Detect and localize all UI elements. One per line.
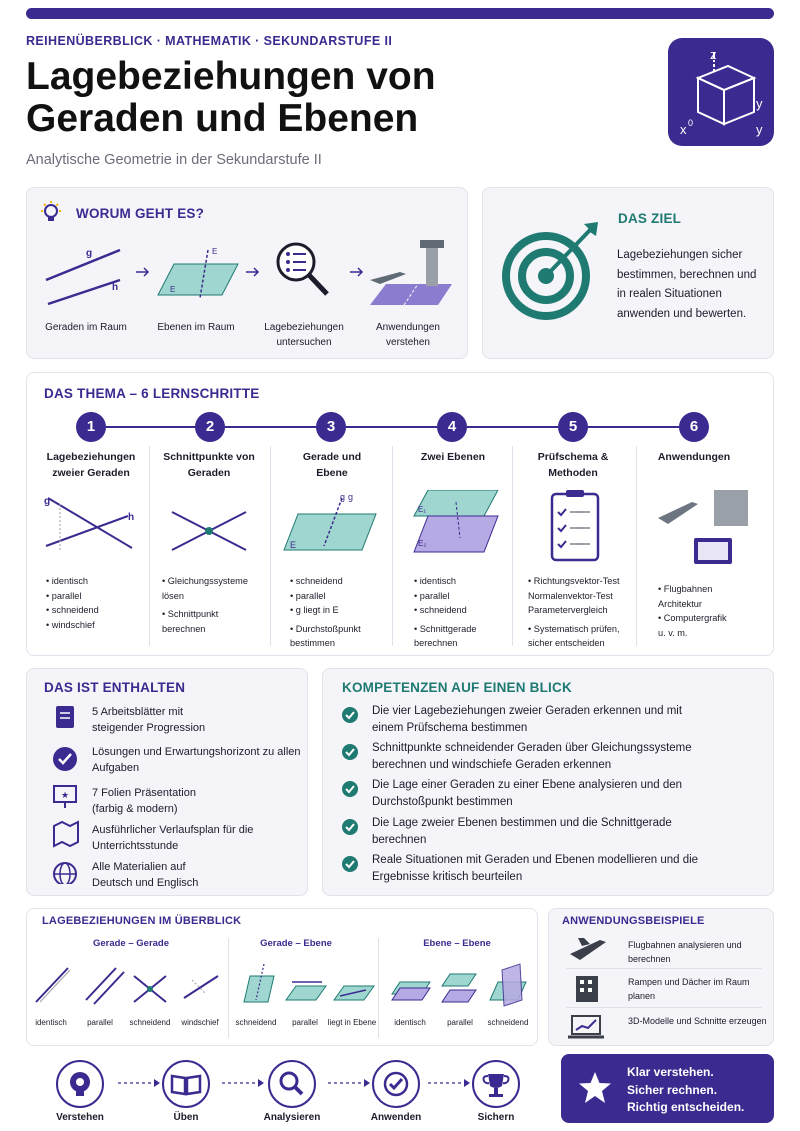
page-subtitle: Analytische Geometrie in der Sekundarstufe II: [26, 152, 322, 168]
cube-axes-logo: [668, 38, 774, 146]
svg-text:h: h: [128, 512, 135, 523]
svg-text:y: y: [756, 122, 763, 137]
line-g: [46, 250, 120, 280]
book-icon: [164, 1062, 208, 1106]
enthalten-item-3: 7 Folien Präsentation (farbig & modern): [92, 787, 196, 815]
flow-label-4: Anwenden: [370, 1112, 422, 1123]
step-number-2: 2: [195, 412, 225, 442]
overview-label: schneidend: [235, 1018, 277, 1027]
arrow-icon: [350, 268, 362, 276]
step-head-3: Gerade und Ebene: [302, 451, 362, 479]
enthalten-item-2: Lösungen und Erwartungshorizont zu allen Aufgaben: [92, 746, 301, 774]
map-icon: [54, 822, 78, 846]
divider: [566, 968, 762, 969]
tower-icon: [426, 246, 438, 286]
check-icon: [342, 781, 358, 797]
overview-label: liegt in Ebene: [327, 1018, 377, 1027]
kompetenzen-title: KOMPETENZEN AUF EINEN BLICK: [342, 680, 572, 695]
step-1-bullets: • identisch • parallel • schneidend • windschief: [46, 576, 99, 630]
step-head-5: Prüfschema & Methoden: [537, 451, 609, 479]
step-number-4: 4: [437, 412, 467, 442]
step-head-2: Schnittpunkte von Geraden: [163, 451, 255, 479]
anwendung-item-1: Flugbahnen analysieren und berechnen: [628, 940, 742, 964]
overview-label: identisch: [35, 1018, 67, 1027]
star-icon: [577, 1070, 613, 1111]
target-icon: [500, 220, 600, 320]
svg-text:0: 0: [688, 118, 694, 128]
step-5-bullets: • Richtungsvektor-Test Normalenvektor-Test Parametervergleich • Systematisch prüfen, sicher entscheiden: [528, 576, 620, 648]
cta-text: Klar verstehen. Sicher rechnen. Richtig entscheiden.: [627, 1065, 745, 1114]
worum-label-3: Lagebeziehungen untersuchen: [264, 322, 344, 348]
svg-text:E: E: [170, 285, 176, 294]
svg-text:E: E: [212, 247, 218, 256]
ziel-text: Lagebeziehungen sicher bestimmen, berechnen und in realen Situationen anwenden und bewerten.: [617, 249, 757, 320]
trophy-icon: [474, 1062, 518, 1106]
laptop-icon: [568, 1016, 604, 1037]
overview-label: windschief: [181, 1018, 219, 1027]
worum-label-2: Ebenen im Raum: [157, 322, 235, 333]
arrow-icon: [136, 268, 148, 276]
overview-label: parallel: [447, 1018, 473, 1027]
check-circle-icon: [374, 1062, 418, 1106]
flow-step-5: [472, 1060, 520, 1108]
kicker: REIHENÜBERBLICK · MATHEMATIK · SEKUNDARSTUFE II: [26, 34, 393, 48]
step-number-3: 3: [316, 412, 346, 442]
check-icon: [342, 819, 358, 835]
line-h: [48, 280, 120, 304]
steps-connector: [92, 426, 696, 428]
svg-text:x: x: [680, 122, 687, 137]
svg-text:g: g: [44, 496, 51, 507]
svg-text:g: g: [348, 492, 354, 502]
overview-label: identisch: [394, 1018, 426, 1027]
svg-text:g: g: [86, 248, 93, 259]
svg-text:z: z: [710, 47, 717, 62]
steps-illustrations: [36, 490, 766, 570]
kompetenz-item-4: Die Lage zweier Ebenen bestimmen und die Schnittgerade berechnen: [372, 817, 672, 846]
divider: [566, 1007, 762, 1008]
kompetenz-item-1: Die vier Lagebeziehungen zweier Geraden erkennen und mit einem Prüfschema bestimmen: [372, 705, 683, 734]
step-head-6: Anwendungen: [657, 451, 731, 463]
worksheet-icon: [56, 706, 74, 728]
anwendung-icons: [566, 934, 610, 1042]
svg-text:E: E: [290, 540, 297, 550]
check-icon: [342, 744, 358, 760]
enthalten-icons: [52, 704, 80, 884]
arrow-icon: [246, 268, 258, 276]
airplane-icon: [658, 502, 698, 524]
group-head-3: Ebene – Ebene: [423, 938, 491, 949]
step-head-1: Lagebeziehungen zweier Geraden: [46, 451, 136, 479]
step-number-1: 1: [76, 412, 106, 442]
globe-icon: [54, 863, 76, 884]
enthalten-item-5: Alle Materialien auf Deutsch und Englisch: [92, 861, 199, 889]
group-head-1: Gerade – Gerade: [92, 938, 170, 949]
flow-step-2: [162, 1060, 210, 1108]
svg-text:★: ★: [61, 790, 70, 800]
magnifier-icon: [270, 1062, 314, 1106]
overview-label: schneidend: [487, 1018, 529, 1027]
step-6-bullets: • Flugbahnen Architektur • Computergrafik u. v. m.: [658, 584, 727, 638]
lightbulb-icon: [38, 200, 64, 231]
kompetenz-item-5: Reale Situationen mit Geraden und Ebenen modellieren und die Ergebnisse kritisch beurteilen: [372, 854, 699, 883]
flow-step-4: [372, 1060, 420, 1108]
anwendungsbeispiele-title: ANWENDUNGSBEISPIELE: [562, 915, 705, 927]
flow-label-1: Verstehen: [56, 1112, 104, 1123]
top-accent-bar: [26, 8, 774, 19]
worum-label-1: Geraden im Raum: [45, 322, 127, 333]
svg-text:h: h: [112, 282, 119, 293]
enthalten-title: DAS IST ENTHALTEN: [44, 680, 186, 695]
worum-title: WORUM GEHT ES?: [76, 206, 205, 221]
check-icon: [342, 707, 358, 723]
overview-label: parallel: [87, 1018, 113, 1027]
flow-label-3: Analysieren: [263, 1112, 321, 1123]
kompetenz-item-3: Die Lage einer Geraden zu einer Ebene analysieren und den Durchstoßpunkt bestimmen: [372, 779, 683, 808]
enthalten-item-1: 5 Arbeitsblätter mit steigender Progression: [92, 706, 206, 734]
building-icon: [576, 976, 598, 1002]
svg-text:E₁: E₁: [418, 505, 427, 514]
svg-text:g: g: [340, 492, 346, 502]
ueberblick-illustrations: [30, 960, 536, 1010]
overview-label: schneidend: [129, 1018, 171, 1027]
step-4-bullets: • identisch • parallel • schneidend • Schnittgerade berechnen: [414, 576, 477, 648]
worum-label-4: Anwendungen verstehen: [376, 322, 440, 348]
step-number-5: 5: [558, 412, 588, 442]
anwendung-item-3: 3D-Modelle und Schnitte erzeugen: [628, 1016, 767, 1026]
check-icon: [342, 856, 358, 872]
building-icon: [714, 490, 748, 526]
step-head-4: Zwei Ebenen: [420, 451, 486, 463]
anwendung-item-2: Rampen und Dächer im Raum planen: [628, 977, 750, 1001]
svg-text:y: y: [756, 96, 763, 111]
group-head-2: Gerade – Ebene: [260, 938, 332, 949]
step-2-bullets: • Gleichungssysteme lösen • Schnittpunkt berechnen: [162, 576, 248, 634]
kompetenz-item-2: Schnittpunkte schneidender Geraden über Gleichungssysteme berechnen und windschiefe Geraden erkennen: [372, 742, 692, 771]
enthalten-item-4: Ausführlicher Verlaufsplan für die Unterrichtsstunde: [92, 824, 254, 852]
step-3-bullets: • schneidend • parallel • g liegt in E • Durchstoßpunkt bestimmen: [290, 576, 361, 648]
flow-step-3: [268, 1060, 316, 1108]
thema-title: DAS THEMA – 6 LERNSCHRITTE: [44, 386, 260, 401]
ueberblick-title: LAGEBEZIEHUNGEN IM ÜBERBLICK: [42, 915, 242, 927]
checkmark-icon: [53, 747, 77, 771]
flow-step-1: [56, 1060, 104, 1108]
worum-illustrations: [40, 240, 460, 310]
ziel-title: DAS ZIEL: [618, 211, 682, 226]
step-number-6: 6: [679, 412, 709, 442]
flow-label-5: Sichern: [477, 1112, 515, 1123]
page-title: Lagebeziehungen von Geraden und Ebenen: [26, 55, 436, 140]
airplane-icon: [370, 272, 406, 284]
head-bulb-icon: [58, 1062, 102, 1106]
presentation-icon: [54, 786, 76, 808]
flow-label-2: Üben: [173, 1112, 199, 1123]
overview-label: parallel: [292, 1018, 318, 1027]
svg-text:E₂: E₂: [418, 539, 427, 548]
